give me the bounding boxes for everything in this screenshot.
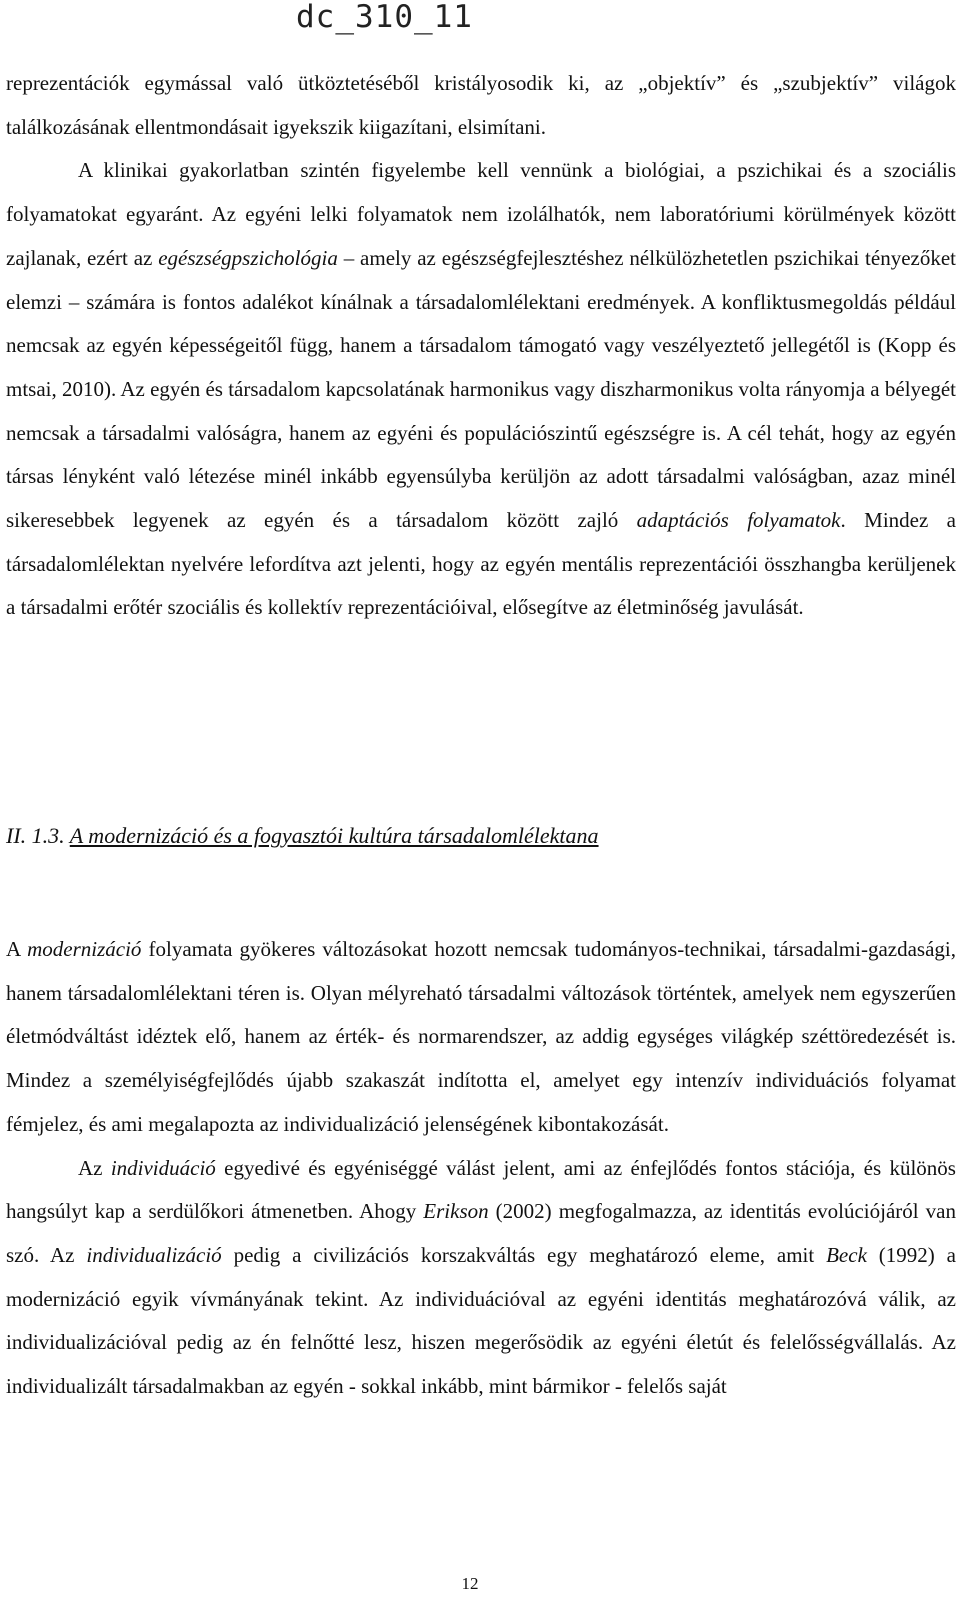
italic-term-modernizacio: modernizáció	[27, 937, 142, 961]
text-span: A klinikai gyakorlatban szintén figyelembe kell vennünk a biológiai, a pszichikai és a szociális folyamatokat egyaránt. Az egyéni lelki folyamatok nem izolálhatók, nem laboratóriumi körülmények között zajlanak, ezért az	[6, 158, 956, 270]
heading-title: A modernizáció és a fogyasztói kultúra társadalomlélektana	[69, 823, 599, 848]
italic-term-individualizacio: individualizáció	[86, 1242, 222, 1267]
section-heading	[6, 816, 599, 856]
section-2-text	[6, 928, 956, 1409]
text-span: folyamata gyökeres változásokat hozott nemcsak tudományos-technikai, társadalmi-gazdasági, hanem társadalomlélektani téren is. Olyan mélyreható társadalmi változások történtek, amelyek nem egyszerűen életmódváltást idéztek elő, hanem az érték- és normarendszer, az addig egységes világkép széttöredezését is. Mindez a személyiségfejlődés újabb szakaszát indította el, amelyet egy intenzív individuációs folyamat fémjelez, és ami megalapozta az individualizáció jelenségének kibontakozását.	[6, 937, 956, 1136]
italic-term-adaptacios-folyamatok: adaptációs folyamatok	[636, 508, 841, 533]
paragraph-3	[6, 928, 956, 1147]
section-1-text	[6, 62, 956, 630]
italic-term-egeszsegpszichologia: egészségpszichológia	[158, 245, 338, 270]
text-span: . Mindez a társadalomlélektan nyelvére lefordítva azt jelenti, hogy az egyén mentális reprezentációi összhangba kerüljenek a társadalmi erőtér szociális és kollektív reprezentációival, elősegítve az életminőség javulását.	[6, 508, 956, 620]
italic-name-erikson: Erikson	[423, 1199, 489, 1224]
text-span: (1992) a modernizáció egyik vívmányának tekint. Az individuációval az egyéni identitás meghatározóvá válik, az individualizációval pedig az én felnőtté lesz, hiszen megerősödik az egyéni életút és felelősségvállalás. Az individualizált társadalmakban az egyén - sokkal inkább, mint bármikor - felelős saját	[6, 1242, 956, 1399]
text-span: Az	[78, 1155, 111, 1180]
italic-name-beck: Beck	[826, 1242, 867, 1267]
paragraph-4	[6, 1147, 956, 1409]
text-span: A	[6, 937, 28, 961]
paragraph-1: reprezentációk egymással való ütköztetéséből kristályosodik ki, az „objektív” és „szubjektív” világok találkozásának ellentmondásait igyekszik kiigazítani, elsimítani.	[6, 71, 956, 139]
document-id: dc_310_11	[296, 0, 473, 35]
page-number: 12	[461, 1574, 479, 1593]
paragraph-2	[6, 149, 956, 630]
text-span: – amely az egészségfejlesztéshez nélkülözhetetlen pszichikai tényezőket elemzi – számára is fontos adalékot kínálnak a társadalomlélektani eredmények. A konfliktusmegoldás például nemcsak az egyén képességeitől függ, hanem a társadalom támogató vagy veszélyeztető jellegétől is (Kopp és mtsai, 2010). Az egyén és társadalom kapcsolatának harmonikus vagy diszharmonikus volta rányomja a bélyegét nemcsak a társadalmi valóságra, hanem az egyéni és populációszintű egészségre is. A cél tehát, hogy az egyén társas lényként való létezése minél inkább egyensúlyba kerüljön az adott társadalmi valóságban, azaz minél sikeresebbek legyenek az egyén és a társadalom között zajló	[6, 245, 956, 533]
heading-number: II. 1.3.	[6, 823, 65, 848]
italic-term-individuacio: individuáció	[110, 1155, 216, 1180]
text-span: egyedivé és egyéniséggé válást jelent, ami az énfejlődés fontos stációja, és különös hangsúlyt kap a serdülőkori átmenetben. Ahogy	[6, 1155, 956, 1224]
text-span: (2002) megfogalmazza, az identitás evolúciójáról van szó. Az	[6, 1199, 956, 1267]
text-span: pedig a civilizációs korszakváltás egy meghatározó eleme, amit	[221, 1242, 827, 1267]
